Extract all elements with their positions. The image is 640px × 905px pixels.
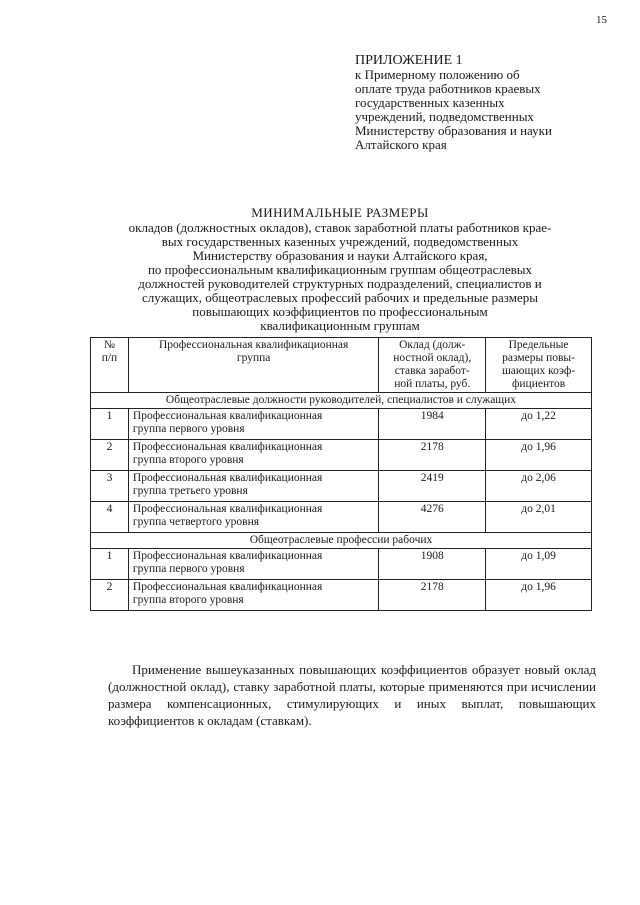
document-heading xyxy=(80,206,600,333)
row-coef: до 1,09 xyxy=(486,549,592,580)
row-num: 1 xyxy=(91,549,129,580)
row-coef: до 1,96 xyxy=(486,580,592,611)
row-group: Профессиональная квалификационная группа второго уровня xyxy=(128,580,378,611)
page-number: 15 xyxy=(596,14,607,26)
heading-line: окладов (должностных окладов), ставок заработной платы работников крае- xyxy=(128,220,552,235)
row-group: Профессиональная квалификационная группа четвертого уровня xyxy=(128,502,378,533)
heading-line: по профессиональным квалификационным группам общеотраслевых xyxy=(147,262,533,277)
section-row xyxy=(91,533,592,549)
section-title: Общеотраслевые должности руководителей, специалистов и служащих xyxy=(91,393,592,409)
row-num: 4 xyxy=(91,502,129,533)
row-coef: до 2,06 xyxy=(486,471,592,502)
header-salary: Оклад (долж- ностной оклад), ставка заработ- ной платы, руб. xyxy=(379,338,486,393)
table-header-row xyxy=(91,338,592,393)
appendix-line: учреждений, подведомственных xyxy=(355,109,534,124)
row-group: Профессиональная квалификационная группа первого уровня xyxy=(128,409,378,440)
table-row xyxy=(91,471,592,502)
row-num: 2 xyxy=(91,440,129,471)
row-group: Профессиональная квалификационная группа второго уровня xyxy=(128,440,378,471)
row-coef: до 1,96 xyxy=(486,440,592,471)
header-num: № п/п xyxy=(91,338,129,393)
table-row xyxy=(91,580,592,611)
heading-line: квалификационным группам xyxy=(260,318,420,333)
appendix-line: государственных казенных xyxy=(355,95,505,110)
table-row xyxy=(91,502,592,533)
rates-table xyxy=(90,337,592,611)
row-coef: до 2,01 xyxy=(486,502,592,533)
row-salary: 2178 xyxy=(379,440,486,471)
heading-line: повышающих коэффициентов по профессиональным xyxy=(192,304,488,319)
appendix-line: Министерству образования и науки xyxy=(355,123,552,138)
row-num: 2 xyxy=(91,580,129,611)
row-num: 3 xyxy=(91,471,129,502)
appendix-line: к Примерному положению об xyxy=(355,67,520,82)
row-num: 1 xyxy=(91,409,129,440)
row-salary: 4276 xyxy=(379,502,486,533)
table-row xyxy=(91,440,592,471)
header-coef: Предельные размеры повы- шающих коэф- фициентов xyxy=(486,338,592,393)
row-group: Профессиональная квалификационная группа первого уровня xyxy=(128,549,378,580)
heading-title: МИНИМАЛЬНЫЕ РАЗМЕРЫ xyxy=(251,205,429,220)
heading-line: должностей руководителей структурных подразделений, специалистов и xyxy=(138,276,542,291)
section-title: Общеотраслевые профессии рабочих xyxy=(91,533,592,549)
section-row xyxy=(91,393,592,409)
row-salary: 2419 xyxy=(379,471,486,502)
appendix-line: Алтайского края xyxy=(355,137,447,152)
row-coef: до 1,22 xyxy=(486,409,592,440)
heading-line: вых государственных казенных учреждений, подведомственных xyxy=(161,234,519,249)
row-salary: 1908 xyxy=(379,549,486,580)
body-paragraph: Применение вышеуказанных повышающих коэффициентов образует новый оклад (должностной оклад), ставку заработной платы, которые применяются при исчислении размера компенсационных, стимулирующих и иных выплат, повышающих коэффициентов к окладам (ставкам). xyxy=(108,662,596,728)
table-row xyxy=(91,549,592,580)
heading-line: служащих, общеотраслевых профессий рабочих и предельные размеры xyxy=(142,290,538,305)
appendix-line: оплате труда работников краевых xyxy=(355,81,541,96)
appendix-block xyxy=(355,54,615,152)
appendix-title: ПРИЛОЖЕНИЕ 1 xyxy=(355,53,463,68)
table-row xyxy=(91,409,592,440)
row-salary: 2178 xyxy=(379,580,486,611)
header-group: Профессиональная квалификационная группа xyxy=(128,338,378,393)
heading-line: Министерству образования и науки Алтайского края, xyxy=(192,248,488,263)
row-salary: 1984 xyxy=(379,409,486,440)
row-group: Профессиональная квалификационная группа третьего уровня xyxy=(128,471,378,502)
